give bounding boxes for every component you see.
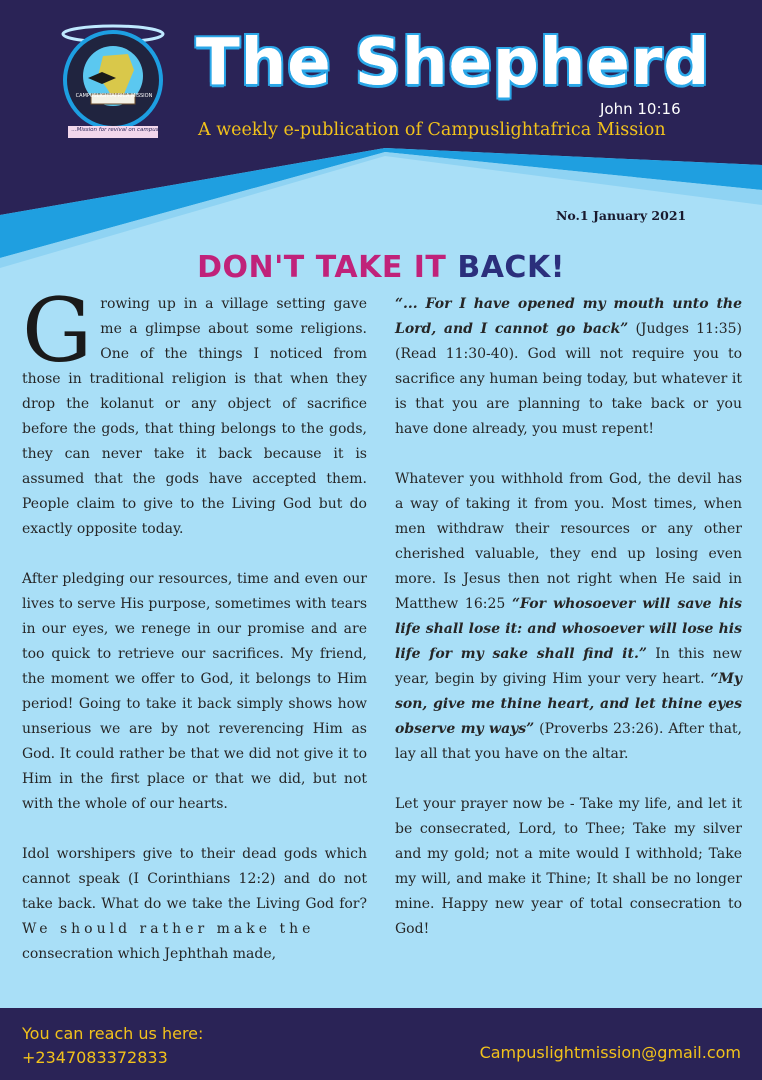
paragraph-intro-text: rowing up in a village setting gave me a glimpse about some religions. One of the things I noticed from those in traditional religion is that when they drop the kolanut or any object of sacrifice before the gods, that thing belongs to the gods, they can never take it back because it is assumed that the gods have accepted them. People claim to give to the Living God but do exactly opposite today.: [22, 296, 367, 537]
paragraph-withhold-c: (Proverbs 23:26). After that, lay all that you have on the altar.: [395, 721, 742, 762]
paragraph-judges-text: (Judges 11:35) (Read 11:30-40). God will not require you to sacrifice any human being today, but whatever it is that you are planning to take back or you have done already, you must repent!: [395, 321, 742, 437]
paragraph-judges: [395, 292, 742, 442]
paragraph-withhold-b: In this new year, begin by giving Him your very heart.: [395, 646, 742, 687]
headline-part-2: BACK!: [457, 250, 565, 285]
quote-judges: “... For I have opened my mouth unto the Lord, and I cannot go back”: [395, 296, 742, 337]
article-left-column: [22, 279, 368, 992]
paragraph-idol-end: consecration which Jephthah made,: [22, 946, 277, 962]
paragraph-withhold-a: Whatever you withhold from God, the devil has a way of taking it from you. Most times, when men withdraw their resources or any other cherished valuable, they end up losing even more. Is Jesus then not right when He said in Matthew 16:25: [395, 471, 742, 612]
contact-email: Campuslightmission@gmail.com: [479, 1043, 741, 1062]
logo-ring-text: CAMPUSLIGHTAFRICA MISSION: [75, 93, 153, 99]
verse-reference: John 10:16: [600, 100, 681, 118]
article-headline: [0, 250, 762, 285]
contact-phone: +2347083372833: [22, 1048, 168, 1067]
logo-motto: ...Mission for revival on campus: [71, 127, 159, 133]
tagline: A weekly e-publication of Campuslightafrica Mission: [198, 120, 666, 140]
paragraph-pledging: After pledging our resources, time and even our lives to serve His purpose, sometimes with tears in our eyes, we renege in our promise and are too quick to retrieve our sacrifices. My friend, the moment we offer to God, it belongs to Him period! Going to take it back simply shows how unserious we are by not reverencing Him as God. It could rather be that we did not give it to Him in the first place or that we did, but not with the whole of our hearts.: [22, 571, 368, 812]
article-right-column: [395, 292, 742, 967]
quote-proverbs: “My son, give me thine heart, and let thine eyes observe my ways”: [395, 671, 742, 737]
mission-logo: [58, 20, 168, 142]
paragraph-idol-text: Idol worshipers give to their dead gods which cannot speak (I Corinthians 12:2) and do not take back. What do we take the Living God for?: [22, 846, 367, 912]
paragraph-prayer: Let your prayer now be - Take my life, and let it be consecrated, Lord, to Thee; Take my silver and my gold; not a mite would I withhold; Take my will, and make it Thine; It shall be no longer mine. Happy new year of total consecration to God!: [395, 796, 742, 937]
headline-part-1: DON'T TAKE IT: [197, 250, 447, 285]
issue-number: No.1 January 2021: [556, 208, 687, 223]
drop-cap: G: [22, 279, 93, 382]
paragraph-idol-spaced: We should rather make the: [22, 921, 315, 937]
paragraph-intro: [22, 279, 367, 542]
quote-matthew: “For whosoever will save his life shall lose it: and whosoever will lose his life for my sake shall find it.”: [395, 596, 742, 662]
contact-block: [22, 1022, 203, 1070]
paragraph-idol: [22, 842, 367, 967]
publication-title: The Shepherd: [196, 26, 711, 100]
contact-label: You can reach us here:: [22, 1024, 204, 1043]
paragraph-withhold: [395, 467, 742, 767]
